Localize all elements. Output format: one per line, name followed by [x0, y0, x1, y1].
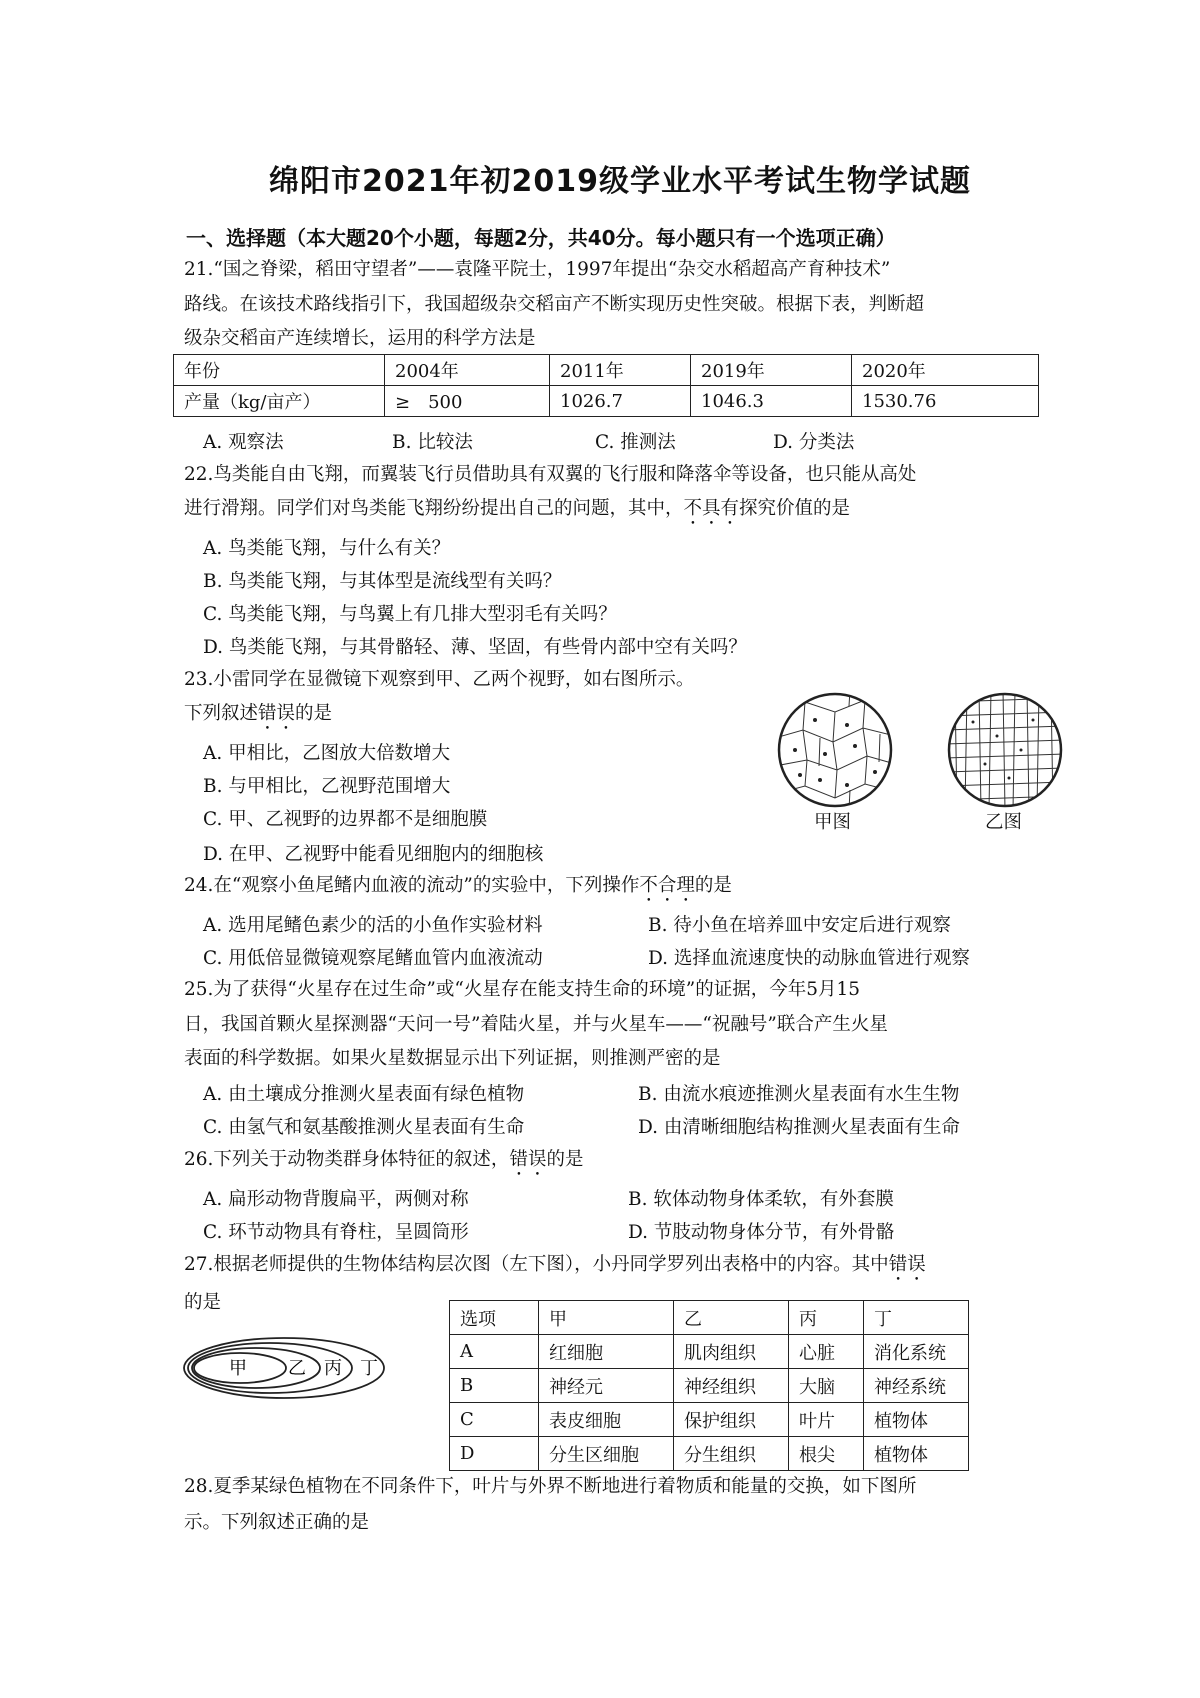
- table-cell: 丁: [864, 1301, 969, 1335]
- table-cell: 表皮细胞: [539, 1403, 674, 1437]
- q25-option-a: A. 由土壤成分推测火星表面有绿色植物: [203, 1084, 525, 1105]
- emphasis-text: 错误: [509, 1149, 547, 1170]
- structure-level-diagram: [178, 1330, 398, 1406]
- table-row: [450, 1369, 969, 1403]
- q23-option-d: D. 在甲、乙视野中能看见细胞内的细胞核: [203, 844, 544, 865]
- q28-line2: 示。下列叙述正确的是: [184, 1512, 370, 1533]
- table-cell: 神经系统: [864, 1369, 969, 1403]
- q24-line1: 24.在“观察小鱼尾鳍内血液的流动”的实验中，下列操作不合理的是: [184, 875, 732, 896]
- emphasis-text: 错误: [888, 1254, 926, 1275]
- q23-option-c: C. 甲、乙视野的边界都不是细胞膜: [203, 809, 488, 830]
- q28-line1: 28.夏季某绿色植物在不同条件下，叶片与外界不断地进行着物质和能量的交换，如下图所: [184, 1476, 917, 1497]
- diagram-label-ding: 丁: [360, 1358, 378, 1379]
- table-cell: 2004年: [385, 355, 550, 386]
- q21-line1: 21.“国之脊梁，稻田守望者”——袁隆平院士，1997年提出“杂交水稻超高产育种技术”: [184, 259, 891, 280]
- q27-line1: 27.根据老师提供的生物体结构层次图（左下图），小丹同学罗列出表格中的内容。其中错误: [184, 1254, 926, 1275]
- q22-option-c: C. 鸟类能飞翔，与鸟翼上有几排大型羽毛有关吗？: [203, 604, 617, 625]
- q24-option-b: B. 待小鱼在培养皿中安定后进行观察: [648, 915, 951, 936]
- table-cell: 甲: [539, 1301, 674, 1335]
- q22-option-d: D. 鸟类能飞翔，与其骨骼轻、薄、坚固，有些骨内部中空有关吗？: [203, 637, 747, 658]
- q24-option-c: C. 用低倍显微镜观察尾鳍血管内血液流动: [203, 948, 543, 969]
- table-row: [450, 1437, 969, 1471]
- table-cell: 神经组织: [674, 1369, 789, 1403]
- q23-line2: 下列叙述错误的是: [184, 703, 333, 724]
- diagram-label-jia: 甲: [229, 1358, 247, 1379]
- fig-label-jia: 甲图: [814, 812, 852, 833]
- diagram-label-bing: 丙: [324, 1358, 342, 1379]
- table-cell: 肌肉组织: [674, 1335, 789, 1369]
- section-heading: 一、选择题（本大题20个小题，每题2分，共40分。每小题只有一个选项正确）: [186, 226, 896, 250]
- page-title: 绵阳市2021年初2019级学业水平考试生物学试题: [269, 164, 971, 199]
- q23-option-b: B. 与甲相比，乙视野范围增大: [203, 776, 451, 797]
- table-cell: 产量（kg/亩产）: [174, 386, 385, 417]
- table-cell: 植物体: [864, 1437, 969, 1471]
- table-cell: C: [450, 1403, 539, 1437]
- q24-option-d: D. 选择血流速度快的动脉血管进行观察: [648, 948, 970, 969]
- q26-option-a: A. 扁形动物背腹扁平，两侧对称: [203, 1189, 469, 1210]
- q22-option-a: A. 鸟类能飞翔，与什么有关？: [203, 538, 451, 559]
- q21-line3: 级杂交稻亩产连续增长，运用的科学方法是: [184, 328, 536, 349]
- q21-option-d: D. 分类法: [773, 432, 855, 453]
- table-cell: A: [450, 1335, 539, 1369]
- q25-option-c: C. 由氢气和氨基酸推测火星表面有生命: [203, 1117, 525, 1138]
- table-cell: 1530.76: [852, 386, 1039, 417]
- table-cell: 1026.7: [550, 386, 691, 417]
- table-row: [174, 355, 1039, 386]
- table-cell: B: [450, 1369, 539, 1403]
- q24-option-a: A. 选用尾鳍色素少的活的小鱼作实验材料: [203, 915, 543, 936]
- q25-option-d: D. 由清晰细胞结构推测火星表面有生命: [638, 1117, 960, 1138]
- table-cell: 红细胞: [539, 1335, 674, 1369]
- table-cell: 乙: [674, 1301, 789, 1335]
- q25-option-b: B. 由流水痕迹推测火星表面有水生生物: [638, 1084, 960, 1105]
- q21-option-b: B. 比较法: [392, 432, 473, 453]
- table-cell: 分生组织: [674, 1437, 789, 1471]
- emphasis-text: 错误: [258, 703, 296, 724]
- table-cell: 年份: [174, 355, 385, 386]
- table-row: [450, 1403, 969, 1437]
- q27-line2: 的是: [184, 1292, 222, 1313]
- table-row: [450, 1335, 969, 1369]
- fig-label-yi: 乙图: [985, 812, 1023, 833]
- emphasis-text: 不具有: [683, 498, 740, 519]
- table-cell: 分生区细胞: [539, 1437, 674, 1471]
- microscope-field-jia: [775, 690, 895, 810]
- table-row: [450, 1301, 969, 1335]
- table-cell: 神经元: [539, 1369, 674, 1403]
- table-cell: 1046.3: [691, 386, 852, 417]
- q27-options-table: [449, 1300, 969, 1471]
- q22-line2: 进行滑翔。同学们对鸟类能飞翔纷纷提出自己的问题，其中，不具有探究价值的是: [184, 498, 851, 519]
- emphasis-text: 不合理: [639, 875, 695, 896]
- table-cell: 心脏: [789, 1335, 864, 1369]
- q26-option-d: D. 节肢动物身体分节，有外骨骼: [628, 1222, 895, 1243]
- q22-option-b: B. 鸟类能飞翔，与其体型是流线型有关吗？: [203, 571, 562, 592]
- ellipse-ding: [184, 1338, 384, 1398]
- q26-option-c: C. 环节动物具有脊柱，呈圆筒形: [203, 1222, 469, 1243]
- table-cell: 植物体: [864, 1403, 969, 1437]
- table-cell: 消化系统: [864, 1335, 969, 1369]
- table-cell: 丙: [789, 1301, 864, 1335]
- microscope-field-yi: [945, 690, 1065, 810]
- table-cell: 保护组织: [674, 1403, 789, 1437]
- q25-line2: 日，我国首颗火星探测器“天问一号”着陆火星，并与火星车——“祝融号”联合产生火星: [184, 1014, 888, 1035]
- q21-option-c: C. 推测法: [595, 432, 676, 453]
- table-cell: 2011年: [550, 355, 691, 386]
- table-cell: 2020年: [852, 355, 1039, 386]
- table-cell: 2019年: [691, 355, 852, 386]
- table-row: [174, 386, 1039, 417]
- q25-line3: 表面的科学数据。如果火星数据显示出下列证据，则推测严密的是: [184, 1048, 721, 1069]
- q26-option-b: B. 软体动物身体柔软，有外套膜: [628, 1189, 894, 1210]
- q21-line2: 路线。在该技术路线指引下，我国超级杂交稻亩产不断实现历史性突破。根据下表，判断超: [184, 294, 925, 315]
- table-cell: 根尖: [789, 1437, 864, 1471]
- q23-line1: 23.小雷同学在显微镜下观察到甲、乙两个视野，如右图所示。: [184, 669, 695, 690]
- table-cell: D: [450, 1437, 539, 1471]
- q26-line1: 26.下列关于动物类群身体特征的叙述，错误的是: [184, 1149, 584, 1170]
- table-cell: 叶片: [789, 1403, 864, 1437]
- q22-line1: 22.鸟类能自由飞翔，而翼装飞行员借助具有双翼的飞行服和降落伞等设备，也只能从高处: [184, 464, 917, 485]
- q21-yield-table: [173, 354, 1039, 417]
- diagram-label-yi: 乙: [288, 1358, 306, 1379]
- table-cell: 大脑: [789, 1369, 864, 1403]
- table-cell: 选项: [450, 1301, 539, 1335]
- q23-option-a: A. 甲相比，乙图放大倍数增大: [203, 743, 451, 764]
- table-cell: ≥ 500: [385, 386, 550, 417]
- q25-line1: 25.为了获得“火星存在过生命”或“火星存在能支持生命的环境”的证据，今年5月15: [184, 979, 861, 1000]
- q21-option-a: A. 观察法: [203, 432, 284, 453]
